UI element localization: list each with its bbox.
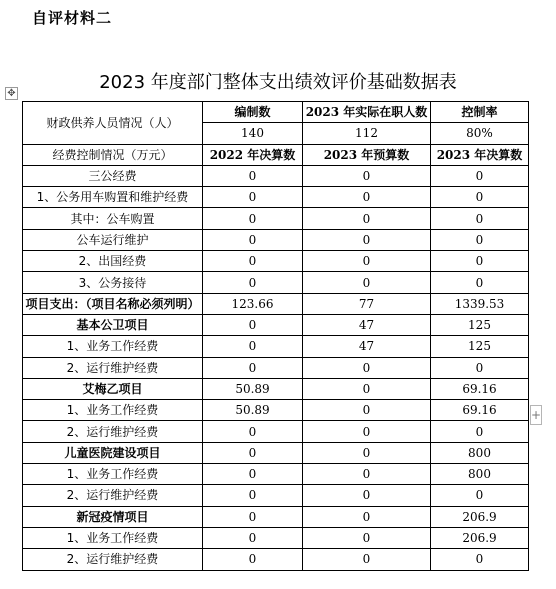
- table-title: 2023 年度部门整体支出绩效评价基础数据表: [99, 72, 457, 93]
- row-value-2023-budget[interactable]: 0: [303, 485, 431, 506]
- row-value-2022-final[interactable]: 0: [203, 187, 303, 208]
- staffing-col2-value[interactable]: 112: [303, 123, 431, 144]
- table-row: [23, 357, 529, 378]
- table-row: [23, 400, 529, 421]
- table-row: [23, 485, 529, 506]
- row-value-2023-budget[interactable]: 0: [303, 378, 431, 399]
- row-value-2023-budget[interactable]: 0: [303, 442, 431, 463]
- performance-data-table: [22, 101, 529, 571]
- row-value-2023-budget[interactable]: 0: [303, 527, 431, 548]
- row-value-2023-final[interactable]: 0: [431, 251, 529, 272]
- row-value-2022-final[interactable]: 0: [203, 272, 303, 293]
- row-value-2022-final[interactable]: 123.66: [203, 293, 303, 314]
- row-value-2022-final[interactable]: 0: [203, 549, 303, 570]
- row-label-cell[interactable]: 2、出国经费: [23, 251, 203, 272]
- row-value-2023-final[interactable]: 0: [431, 165, 529, 186]
- staffing-col2-header[interactable]: 2023 年实际在职人数: [303, 102, 431, 123]
- row-label-cell[interactable]: 1、公务用车购置和维护经费: [23, 187, 203, 208]
- row-label-cell[interactable]: 1、业务工作经费: [23, 527, 203, 548]
- staffing-col1-value[interactable]: 140: [203, 123, 303, 144]
- row-value-2022-final[interactable]: 0: [203, 314, 303, 335]
- row-value-2022-final[interactable]: 0: [203, 357, 303, 378]
- row-value-2023-final[interactable]: 0: [431, 421, 529, 442]
- row-value-2022-final[interactable]: 0: [203, 485, 303, 506]
- row-label-cell[interactable]: 艾梅乙项目: [23, 378, 203, 399]
- row-value-2023-budget[interactable]: 0: [303, 464, 431, 485]
- row-value-2023-final[interactable]: 69.16: [431, 378, 529, 399]
- row-value-2023-final[interactable]: 0: [431, 549, 529, 570]
- table-row: [23, 442, 529, 463]
- staffing-col3-value[interactable]: 80%: [431, 123, 529, 144]
- funding-label-cell[interactable]: 经费控制情况（万元）: [23, 144, 203, 165]
- row-label-cell[interactable]: 三公经费: [23, 165, 203, 186]
- funding-col1-header[interactable]: 2022 年决算数: [203, 144, 303, 165]
- row-value-2023-final[interactable]: 0: [431, 229, 529, 250]
- row-value-2023-budget[interactable]: 0: [303, 549, 431, 570]
- table-row: [23, 527, 529, 548]
- table-row: [23, 187, 529, 208]
- row-value-2023-budget[interactable]: 0: [303, 272, 431, 293]
- row-value-2023-final[interactable]: 800: [431, 442, 529, 463]
- row-value-2023-budget[interactable]: 0: [303, 251, 431, 272]
- table-row: [23, 251, 529, 272]
- table-row: [23, 421, 529, 442]
- row-value-2022-final[interactable]: 0: [203, 208, 303, 229]
- row-value-2022-final[interactable]: 0: [203, 527, 303, 548]
- row-value-2023-final[interactable]: 0: [431, 187, 529, 208]
- row-label-cell[interactable]: 2、运行维护经费: [23, 421, 203, 442]
- table-row: [23, 272, 529, 293]
- row-value-2023-final[interactable]: 206.9: [431, 527, 529, 548]
- row-value-2022-final[interactable]: 0: [203, 251, 303, 272]
- row-value-2023-final[interactable]: 0: [431, 208, 529, 229]
- row-value-2023-budget[interactable]: 47: [303, 336, 431, 357]
- table-row: [23, 314, 529, 335]
- table-row: [23, 336, 529, 357]
- row-value-2022-final[interactable]: 0: [203, 464, 303, 485]
- staffing-col3-header[interactable]: 控制率: [431, 102, 529, 123]
- row-value-2023-final[interactable]: 0: [431, 357, 529, 378]
- row-value-2023-final[interactable]: 1339.53: [431, 293, 529, 314]
- row-label-cell[interactable]: 1、业务工作经费: [23, 336, 203, 357]
- row-value-2023-budget[interactable]: 0: [303, 400, 431, 421]
- table-row: [23, 506, 529, 527]
- table-row: [23, 229, 529, 250]
- row-value-2023-budget[interactable]: 0: [303, 187, 431, 208]
- row-label-cell[interactable]: 基本公卫项目: [23, 314, 203, 335]
- row-value-2023-final[interactable]: 206.9: [431, 506, 529, 527]
- row-value-2022-final[interactable]: 0: [203, 229, 303, 250]
- row-label-cell[interactable]: 1、业务工作经费: [23, 400, 203, 421]
- row-value-2022-final[interactable]: 0: [203, 165, 303, 186]
- add-column-icon[interactable]: +: [530, 405, 542, 425]
- row-value-2023-budget[interactable]: 0: [303, 229, 431, 250]
- row-label-cell[interactable]: 2、运行维护经费: [23, 357, 203, 378]
- table-row: [23, 464, 529, 485]
- funding-header-row: [23, 144, 529, 165]
- staffing-col1-header[interactable]: 编制数: [203, 102, 303, 123]
- row-value-2023-budget[interactable]: 0: [303, 421, 431, 442]
- funding-col3-header[interactable]: 2023 年决算数: [431, 144, 529, 165]
- row-value-2022-final[interactable]: 0: [203, 421, 303, 442]
- row-value-2023-budget[interactable]: 77: [303, 293, 431, 314]
- row-value-2022-final[interactable]: 50.89: [203, 378, 303, 399]
- staffing-label-cell[interactable]: 财政供养人员情况（人）: [23, 102, 203, 145]
- funding-col2-header[interactable]: 2023 年预算数: [303, 144, 431, 165]
- document-heading: 自评材料二: [32, 9, 113, 27]
- row-value-2023-final[interactable]: 0: [431, 485, 529, 506]
- row-label-cell[interactable]: 2、运行维护经费: [23, 549, 203, 570]
- row-value-2023-budget[interactable]: 0: [303, 506, 431, 527]
- row-label-cell[interactable]: 3、公务接待: [23, 272, 203, 293]
- table-move-handle-icon[interactable]: ✥: [5, 87, 18, 100]
- row-value-2023-budget[interactable]: 0: [303, 208, 431, 229]
- row-label-cell[interactable]: 2、运行维护经费: [23, 485, 203, 506]
- row-value-2023-final[interactable]: 125: [431, 314, 529, 335]
- row-value-2022-final[interactable]: 50.89: [203, 400, 303, 421]
- row-value-2023-budget[interactable]: 0: [303, 357, 431, 378]
- row-value-2023-final[interactable]: 69.16: [431, 400, 529, 421]
- row-value-2023-final[interactable]: 0: [431, 272, 529, 293]
- row-value-2023-final[interactable]: 125: [431, 336, 529, 357]
- row-value-2023-budget[interactable]: 47: [303, 314, 431, 335]
- row-label-cell[interactable]: 项目支出：（项目名称必须列明）: [23, 293, 203, 314]
- staffing-header-row: [23, 102, 529, 123]
- row-label-cell[interactable]: 其中：公车购置: [23, 208, 203, 229]
- table-row: [23, 549, 529, 570]
- row-value-2022-final[interactable]: 0: [203, 442, 303, 463]
- row-value-2023-budget[interactable]: 0: [303, 165, 431, 186]
- row-label-cell[interactable]: 1、业务工作经费: [23, 464, 203, 485]
- row-value-2022-final[interactable]: 0: [203, 506, 303, 527]
- row-label-cell[interactable]: 新冠疫情项目: [23, 506, 203, 527]
- row-label-cell[interactable]: 公车运行维护: [23, 229, 203, 250]
- table-row: [23, 293, 529, 314]
- table-row: [23, 378, 529, 399]
- row-label-cell[interactable]: 儿童医院建设项目: [23, 442, 203, 463]
- table-row: [23, 165, 529, 186]
- row-value-2023-final[interactable]: 800: [431, 464, 529, 485]
- row-value-2022-final[interactable]: 0: [203, 336, 303, 357]
- table-row: [23, 208, 529, 229]
